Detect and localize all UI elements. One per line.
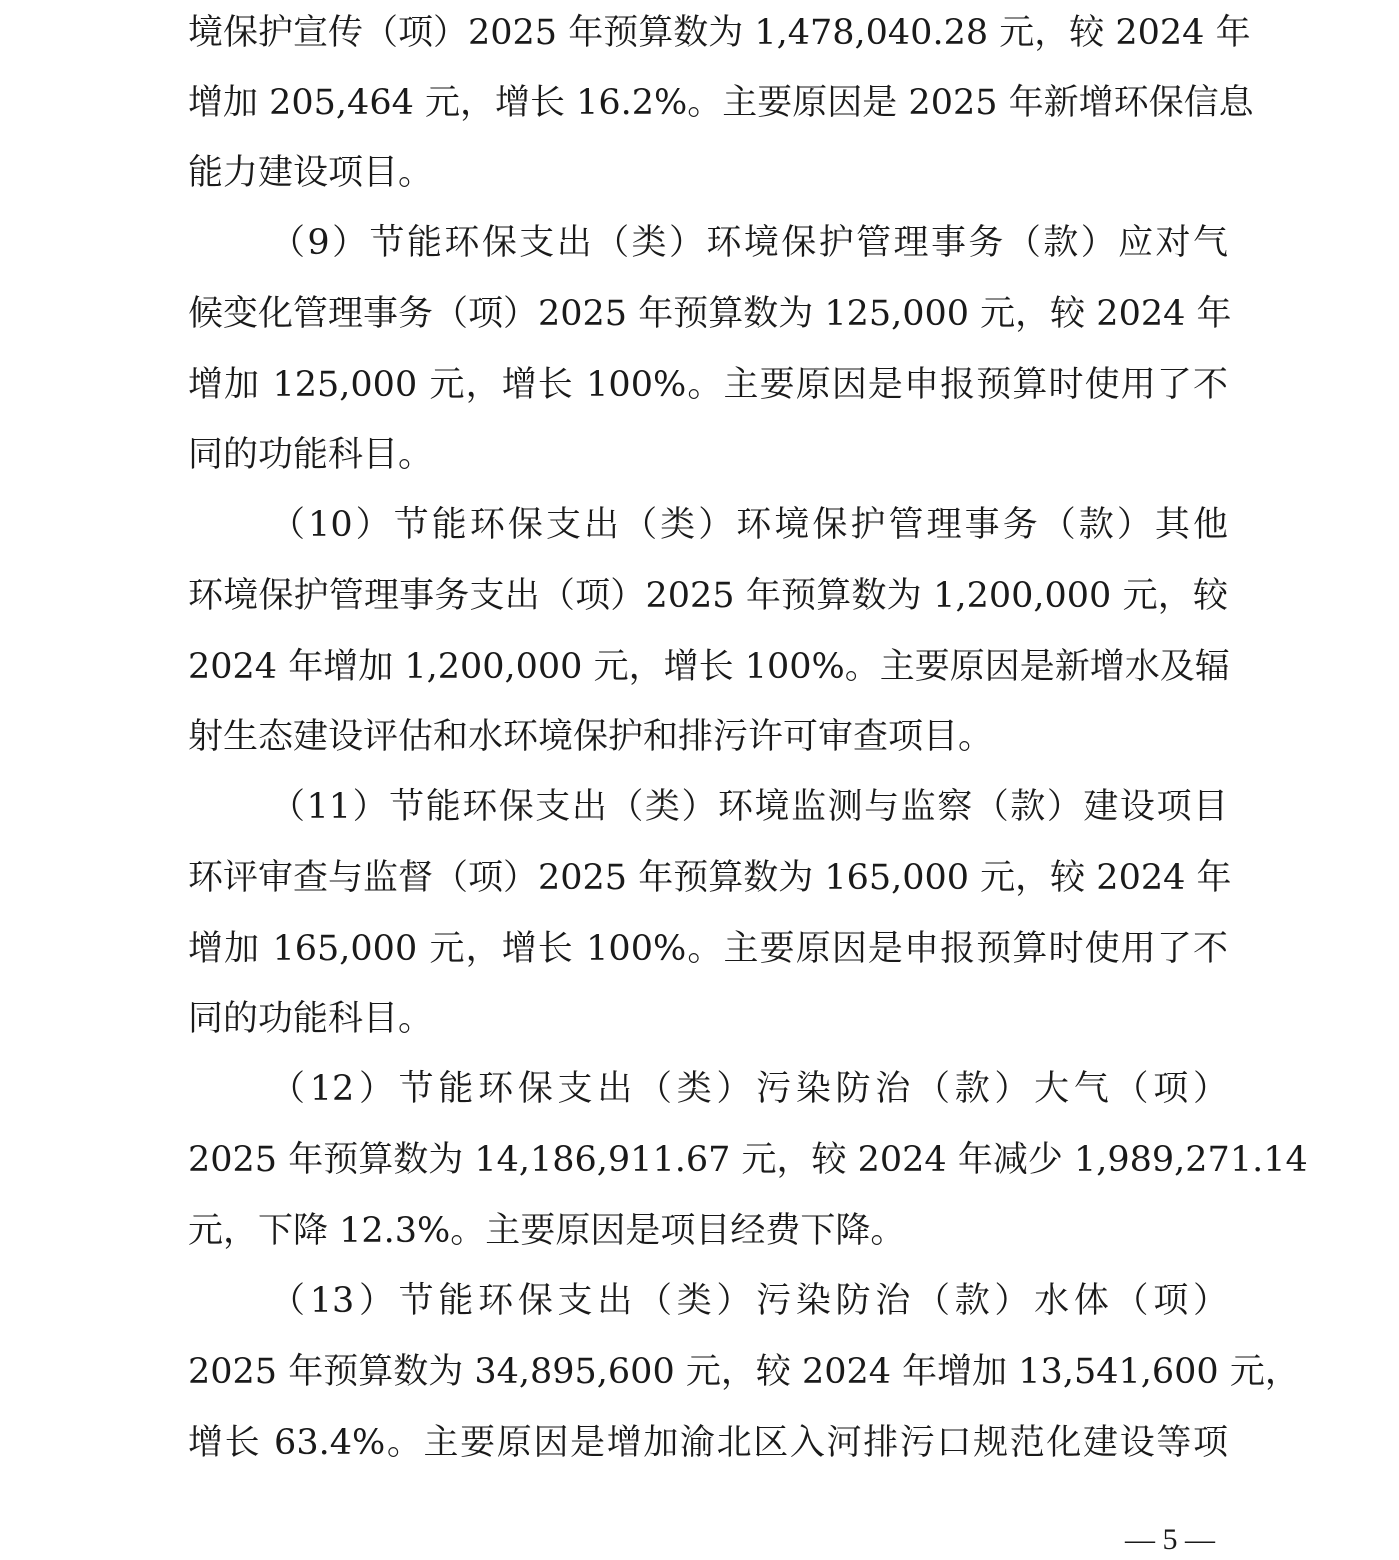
paragraph-heading-line: （9）节能环保支出（类）环境保护管理事务（款）应对气 xyxy=(270,223,1228,263)
text-line: 2024 年增加 1,200,000 元，增长 100%。主要原因是新增水及辐 xyxy=(188,647,1230,687)
text-line: 增加 125,000 元，增长 100%。主要原因是申报预算时使用了不 xyxy=(188,365,1228,405)
paragraph-heading-line: （13）节能环保支出（类）污染防治（款）水体（项） xyxy=(270,1281,1228,1321)
text-line: 境保护宣传（项）2025 年预算数为 1,478,040.28 元，较 2024 年 xyxy=(188,13,1251,53)
paragraph-heading-line: （11）节能环保支出（类）环境监测与监察（款）建设项目 xyxy=(270,787,1228,827)
text-line: 2025 年预算数为 14,186,911.67 元，较 2024 年减少 1,989,271.14 xyxy=(188,1140,1308,1180)
text-line: 同的功能科目。 xyxy=(188,999,434,1039)
text-line: 增加 165,000 元，增长 100%。主要原因是申报预算时使用了不 xyxy=(188,929,1228,969)
text-line: 同的功能科目。 xyxy=(188,435,434,475)
text-line: 元，下降 12.3%。主要原因是项目经费下降。 xyxy=(188,1211,906,1251)
text-line: 2025 年预算数为 34,895,600 元，较 2024 年增加 13,541,600 元， xyxy=(188,1352,1300,1392)
paragraph-heading-line: （12）节能环保支出（类）污染防治（款）大气（项） xyxy=(270,1069,1228,1109)
text-line: 能力建设项目。 xyxy=(188,153,434,193)
text-line: 增长 63.4%。主要原因是增加渝北区入河排污口规范化建设等项 xyxy=(188,1423,1228,1463)
text-line: 环评审查与监督（项）2025 年预算数为 165,000 元，较 2024 年 xyxy=(188,858,1232,898)
paragraph-heading-line: （10）节能环保支出（类）环境保护管理事务（款）其他 xyxy=(270,505,1228,545)
text-line: 候变化管理事务（项）2025 年预算数为 125,000 元，较 2024 年 xyxy=(188,294,1232,334)
page-number: — 5 — xyxy=(1125,1523,1215,1556)
text-line: 增加 205,464 元，增长 16.2%。主要原因是 2025 年新增环保信息 xyxy=(188,83,1254,123)
text-line: 环境保护管理事务支出（项）2025 年预算数为 1,200,000 元，较 xyxy=(188,576,1228,616)
text-line: 射生态建设评估和水环境保护和排污许可审查项目。 xyxy=(188,717,994,757)
